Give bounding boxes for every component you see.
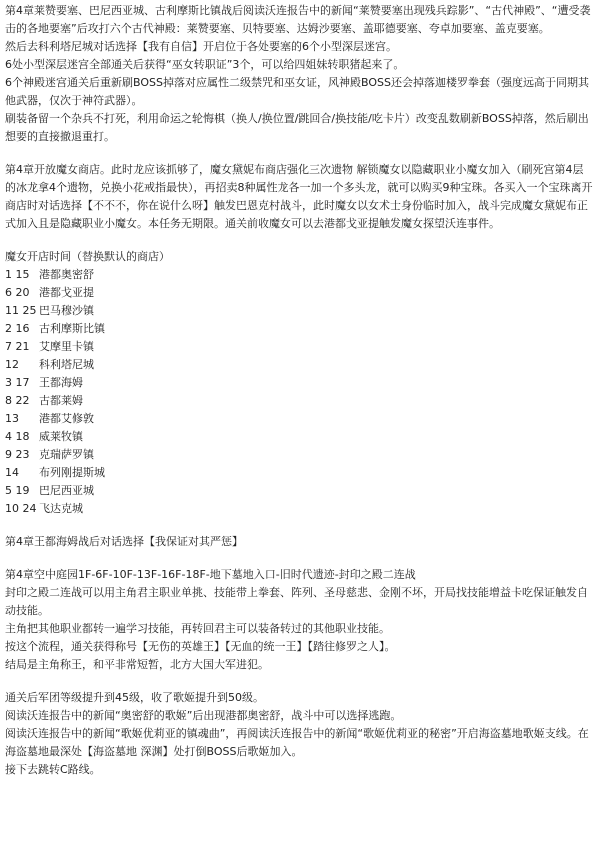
paragraph: 第4章空中庭园1F-6F-10F-13F-16F-18F-地下墓地入口-旧时代遗迹-封印之殿二连战 [5,568,416,581]
paragraph: 然后去科利塔尼城对话选择【我有自信】开启位于各处要塞的6个小型深层迷宫。 [5,40,397,53]
shop-days: 2 16 [5,322,30,335]
shop-location: 科利塔尼城 [39,358,94,371]
shop-days: 3 17 [5,376,30,389]
shop-days: 5 19 [5,484,30,497]
paragraph: 阅读沃连报告中的新闻“歌姬优莉亚的镇魂曲”，再阅读沃连报告中的新闻“歌姬优莉亚的秘密”开启海盗墓地歌姬支线。在海盗墓地最深处【海盗墓地 深渊】处打倒BOSS后歌姬加入。 [5,727,589,758]
shop-days: 10 24 [5,502,37,515]
shop-schedule-row [5,464,594,482]
shop-location: 威莱牧镇 [39,430,83,443]
section-post-game [5,689,594,779]
shop-schedule-row [5,266,594,284]
shop-days: 9 23 [5,448,30,461]
section-sky-garden [5,566,594,674]
shop-schedule-row [5,500,594,518]
shop-days: 12 [5,358,19,371]
shop-days: 7 21 [5,340,30,353]
shop-location: 古利摩斯比镇 [39,322,105,335]
shop-schedule-list [5,266,594,518]
shop-location: 王都海姆 [39,376,83,389]
paragraph: 接下去跳转C路线。 [5,763,101,776]
shop-location: 港都奥密舒 [39,268,94,281]
shop-schedule-row [5,284,594,302]
paragraph: 第4章莱赞要塞、巴尼西亚城、古利摩斯比镇战后阅读沃连报告中的新闻“莱赞要塞出现残兵踪影”、“古代神殿”、“遭受袭击的各地要塞”后攻打六个古代神殿：莱赞要塞、贝特要塞、达姆沙要塞、盖耶德要塞、夸卓加要塞、盖克要塞。 [5,4,591,35]
shop-schedule-row [5,320,594,338]
shop-days: 8 22 [5,394,30,407]
paragraph: 结局是主角称王，和平非常短暂，北方大国大军进犯。 [5,658,269,671]
shop-location: 克瑞萨罗镇 [39,448,94,461]
shop-schedule-row [5,338,594,356]
shop-location: 艾摩里卡镇 [39,340,94,353]
shop-location: 巴马穆沙镇 [39,304,94,317]
shop-schedule-row [5,374,594,392]
shop-schedule-title: 魔女开店时间（替换默认的商店） [5,250,170,263]
shop-days: 6 20 [5,286,30,299]
paragraph: 封印之殿二连战可以用主角君主职业单挑、技能带上拳套、阵列、圣母慈悲、金刚不坏，开局找技能增益卡吃保证触发自动技能。 [5,586,588,617]
paragraph: 阅读沃连报告中的新闻“奥密舒的歌姬”后出现港都奥密舒，战斗中可以选择逃跑。 [5,709,402,722]
shop-location: 港都艾修敦 [39,412,94,425]
shop-location: 巴尼西亚城 [39,484,94,497]
shop-location: 港都戈亚提 [39,286,94,299]
shop-schedule-row [5,428,594,446]
shop-schedule-row [5,356,594,374]
paragraph: 按这个流程，通关获得称号【无伤的英雄王】【无血的统一王】【踏往修罗之人】。 [5,640,396,653]
shop-location: 古都莱姆 [39,394,83,407]
paragraph: 通关后军团等级提升到45级，收了歌姬提升到50级。 [5,691,264,704]
shop-days: 14 [5,466,19,479]
shop-schedule-row [5,302,594,320]
shop-days: 11 25 [5,304,37,317]
paragraph: 主角把其他职业都转一遍学习技能，再转回君主可以装备转过的其他职业技能。 [5,622,390,635]
section-witch-shop [5,161,594,233]
shop-location: 布列刚提斯城 [39,466,105,479]
paragraph: 6个神殿迷宫通关后重新刷BOSS掉落对应属性二级禁咒和巫女证，风神殿BOSS还会掉落迦楼罗拳套（强度远高于同期其他武器，仅次于神符武器）。 [5,76,589,107]
shop-days: 13 [5,412,19,425]
shop-days: 1 15 [5,268,30,281]
shop-schedule-row [5,482,594,500]
section-chapter4-temples [5,2,594,146]
paragraph: 6处小型深层迷宫全部通关后获得“巫女转职证”3个，可以给四姐妹转职猪起来了。 [5,58,405,71]
shop-schedule-row [5,392,594,410]
paragraph: 刷装备留一个杂兵不打死，利用命运之轮悔棋（换人/换位置/跳回合/换技能/吃卡片）改变乱数刷新BOSS掉落，然后刷出想要的直接撤退重打。 [5,112,589,143]
paragraph: 第4章王都海姆战后对话选择【我保证对其严惩】 [5,535,243,548]
shop-schedule-row [5,410,594,428]
section-royal-capital [5,533,594,551]
shop-days: 4 18 [5,430,30,443]
shop-schedule-row [5,446,594,464]
paragraph: 第4章开放魔女商店。此时龙应该抓够了，魔女黛妮布商店强化三次遗物 解锁魔女以隐藏职业小魔女加入（刷死宫第4层的冰龙拿4个遗物，兑换小花戒指最快），再招卖8种属性龙各一加一个多头龙，就可以购买9种宝珠。各买入一个宝珠离开商店时对话选择【不不不，你在说什么呀】触发巴恩克村战斗，此时魔女以女术士身份临时加入，战斗完成魔女黛妮布正式加入且是隐藏职业小魔女。本任务无期限。通关前收魔女可以去港都戈亚提触发魔女探望沃连事件。 [5,163,593,230]
shop-schedule [5,248,594,518]
shop-location: 飞达克城 [39,502,83,515]
